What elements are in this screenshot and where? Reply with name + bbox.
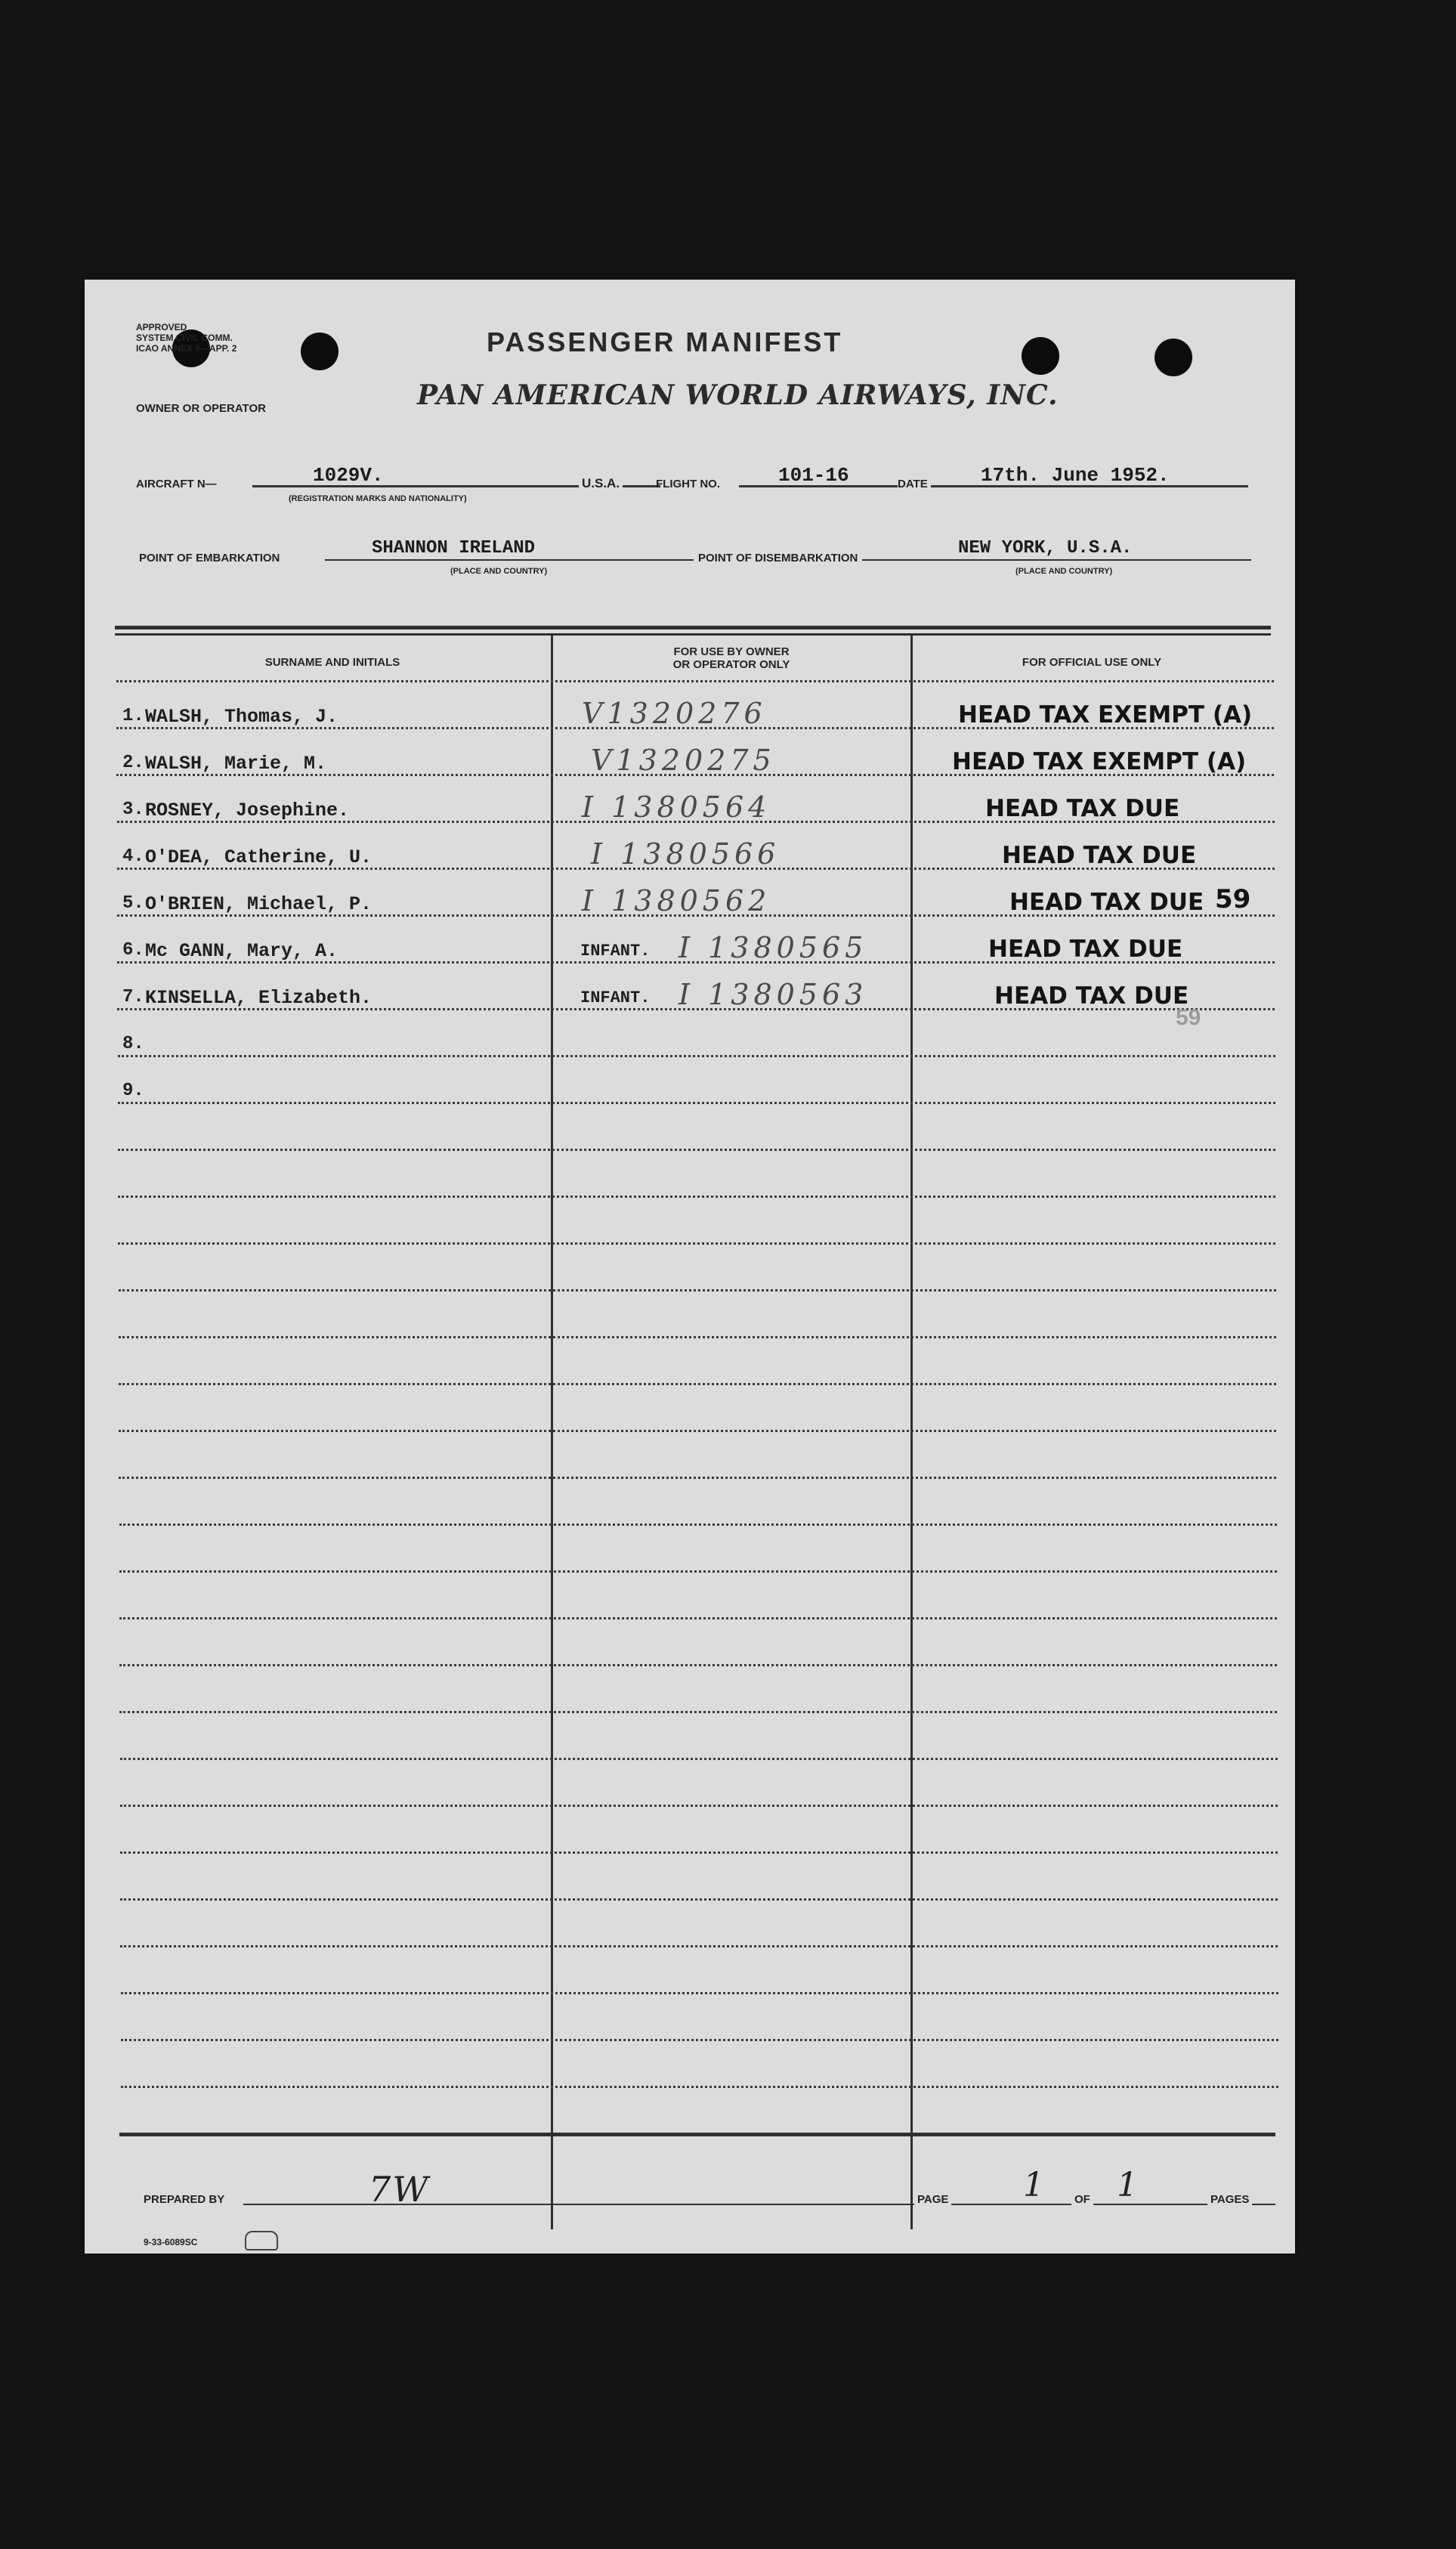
prepared-by-line [243, 2204, 999, 2205]
disembarkation-value: NEW YORK, U.S.A. [958, 538, 1133, 558]
passenger-name: O'DEA, Catherine, U. [145, 846, 373, 868]
official-note: 59 [1215, 884, 1251, 914]
ruled-line [120, 1898, 1278, 1901]
official-status: HEAD TAX DUE [1002, 842, 1197, 869]
ruled-line [118, 1196, 1275, 1198]
ruled-line [119, 1664, 1277, 1666]
row-number: 5. [122, 893, 144, 914]
passenger-name: O'BRIEN, Michael, P. [145, 893, 373, 915]
column-divider [910, 635, 913, 2229]
ticket-number: V1320276 [582, 697, 767, 730]
aircraft-value: 1029V. [313, 464, 384, 487]
row-number: 8. [122, 1034, 144, 1054]
ruled-line [118, 1242, 1275, 1245]
form-number: 9-33-6089SC [144, 2237, 198, 2247]
row-number: 7. [122, 987, 144, 1007]
approval-line: APPROVED [136, 322, 187, 333]
passenger-name: WALSH, Marie, M. [145, 753, 327, 775]
official-status: HEAD TAX EXEMPT (A) [958, 701, 1253, 729]
official-status: HEAD TAX DUE [994, 982, 1189, 1010]
approval-note [136, 322, 236, 354]
ruled-line [118, 1149, 1275, 1151]
punch-hole [301, 333, 338, 370]
column-header-owner-line: FOR USE BY OWNER [673, 645, 790, 658]
ticket-number: V1320275 [591, 744, 776, 777]
ticket-number: I 1380564 [582, 790, 771, 824]
column-header-owner [553, 645, 910, 671]
ruled-line [116, 680, 1274, 682]
ticket-number: I 1380566 [591, 837, 781, 871]
ruled-line [121, 2086, 1278, 2088]
row-number: 6. [122, 940, 144, 961]
manifest-form [85, 280, 1295, 2254]
date-value: 17th. June 1952. [981, 464, 1170, 487]
ruled-line [120, 1805, 1278, 1807]
ruled-line [119, 1336, 1276, 1338]
of-label: OF [1071, 2193, 1093, 2206]
page-value: 1 [1023, 2166, 1049, 2204]
ruled-line [119, 1289, 1276, 1292]
ruled-line [119, 1477, 1276, 1479]
ticket-number: I 1380562 [582, 884, 771, 917]
ticket-number: I 1380565 [679, 931, 868, 964]
page-label: PAGE [914, 2193, 951, 2206]
embarkation-sublabel: (PLACE AND COUNTRY) [450, 567, 548, 576]
passenger-name: KINSELLA, Elizabeth. [145, 987, 373, 1009]
stray-mark: 59 [1176, 1005, 1201, 1030]
table-top-border [115, 633, 1271, 636]
column-divider [551, 635, 553, 2229]
flight-label: FLIGHT NO. [656, 478, 720, 490]
disembarkation-sublabel: (PLACE AND COUNTRY) [1015, 567, 1113, 576]
ruled-line [120, 1851, 1278, 1854]
page-total-value: 1 [1117, 2166, 1142, 2204]
table-top-border [115, 626, 1271, 630]
passenger-name: Mc GANN, Mary, A. [145, 940, 338, 962]
ruled-line [119, 1711, 1277, 1713]
ruled-line [119, 1570, 1277, 1573]
ruled-line [121, 1992, 1278, 1994]
form-title: PASSENGER MANIFEST [487, 326, 843, 357]
passenger-prefix: INFANT. [580, 942, 651, 961]
disembarkation-label: POINT OF DISEMBARKATION [694, 552, 862, 565]
official-status: HEAD TAX DUE [985, 795, 1180, 822]
row-number: 3. [122, 800, 144, 820]
ruled-line [119, 1430, 1276, 1432]
prepared-by-label: PREPARED BY [144, 2193, 225, 2206]
embarkation-label: POINT OF EMBARKATION [139, 552, 280, 565]
ruled-line [119, 1524, 1277, 1526]
ruled-line [118, 1055, 1275, 1057]
punch-hole [1022, 337, 1059, 375]
flight-value: 101-16 [778, 464, 849, 487]
punch-hole [1155, 339, 1192, 376]
table-bottom-border [119, 2133, 1275, 2136]
company-name: PAN AMERICAN WORLD AIRWAYS, INC. [417, 379, 1059, 411]
row-number: 9. [122, 1081, 144, 1101]
aircraft-label: AIRCRAFT N— [136, 478, 217, 490]
official-status: HEAD TAX EXEMPT (A) [952, 748, 1247, 775]
aircraft-sublabel: (REGISTRATION MARKS AND NATIONALITY) [289, 494, 467, 503]
approval-line: SYSTEM CIVIL COMM. [136, 333, 233, 343]
official-status: HEAD TAX DUE [1009, 889, 1204, 916]
column-header-owner-line: OR OPERATOR ONLY [672, 658, 790, 671]
ruled-line [120, 1758, 1278, 1760]
passenger-name: WALSH, Thomas, J. [145, 706, 338, 728]
official-status: HEAD TAX DUE [988, 936, 1183, 963]
ruled-line [118, 1102, 1275, 1104]
column-header-surname: SURNAME AND INITIALS [264, 656, 400, 669]
row-number: 1. [122, 706, 144, 726]
telephone-icon [245, 2231, 278, 2250]
ruled-line [121, 2039, 1278, 2041]
owner-label: OWNER OR OPERATOR [136, 402, 266, 415]
approval-line: ICAO ANNEX 9—APP. 2 [136, 343, 237, 354]
column-header-official: FOR OFFICIAL USE ONLY [1022, 656, 1162, 669]
row-number: 2. [122, 753, 144, 773]
passenger-prefix: INFANT. [580, 988, 651, 1007]
prepared-by-signature: 7W [369, 2169, 430, 2210]
date-label: DATE [898, 478, 931, 490]
ruled-line [120, 1945, 1278, 1947]
country-label: U.S.A. [579, 476, 623, 491]
ruled-line [119, 1383, 1276, 1385]
ruled-line [119, 1617, 1277, 1619]
passenger-name: ROSNEY, Josephine. [145, 800, 350, 821]
embarkation-value: SHANNON IRELAND [372, 538, 536, 558]
pages-label: PAGES [1207, 2193, 1252, 2206]
row-number: 4. [122, 846, 144, 867]
ticket-number: I 1380563 [679, 978, 868, 1011]
